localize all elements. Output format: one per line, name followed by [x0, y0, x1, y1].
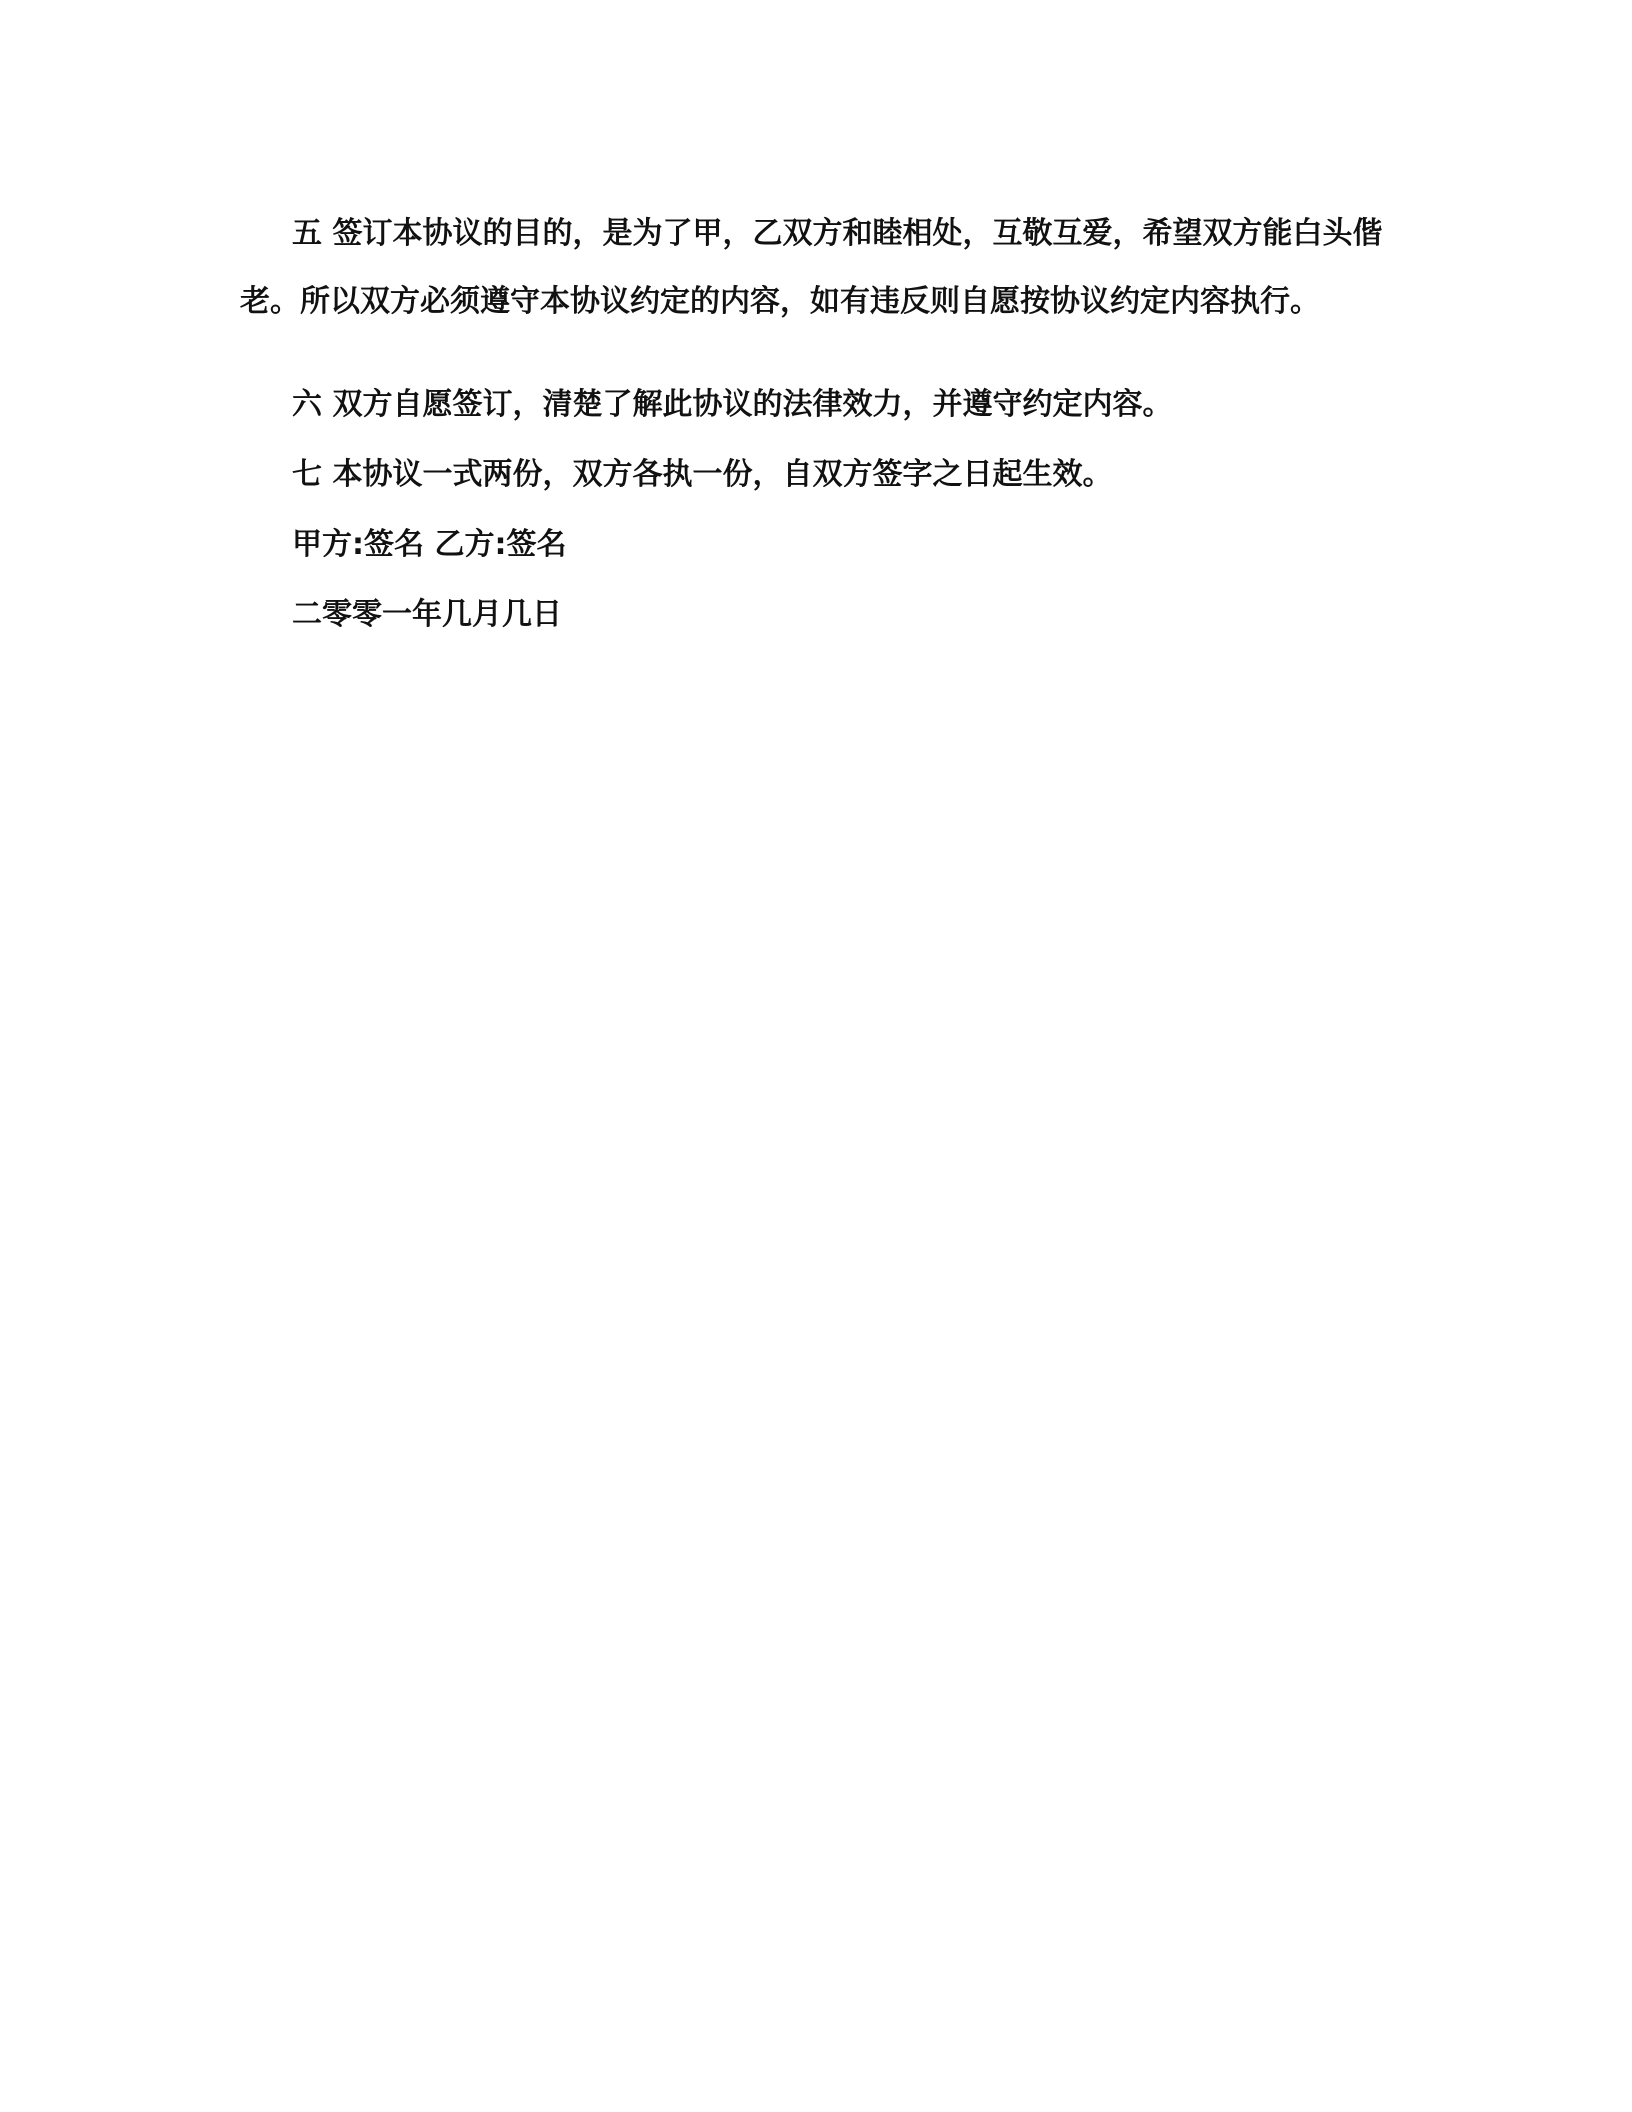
document-body	[240, 200, 1385, 651]
paragraph-clause-5: 五 签订本协议的目的，是为了甲，乙双方和睦相处，互敬互爱，希望双方能白头偕老。所以双方必须遵守本协议约定的内容，如有违反则自愿按协议约定内容执行。	[240, 216, 1383, 319]
paragraph-clause-7: 七 本协议一式两份，双方各执一份，自双方签字之日起生效。	[292, 457, 1113, 492]
date-line: 二零零一年几月几日	[292, 597, 562, 632]
paragraph-clause-6: 六 双方自愿签订，清楚了解此协议的法律效力，并遵守约定内容。	[292, 387, 1173, 422]
signature-line: 甲方:签名 乙方:签名	[292, 527, 567, 562]
